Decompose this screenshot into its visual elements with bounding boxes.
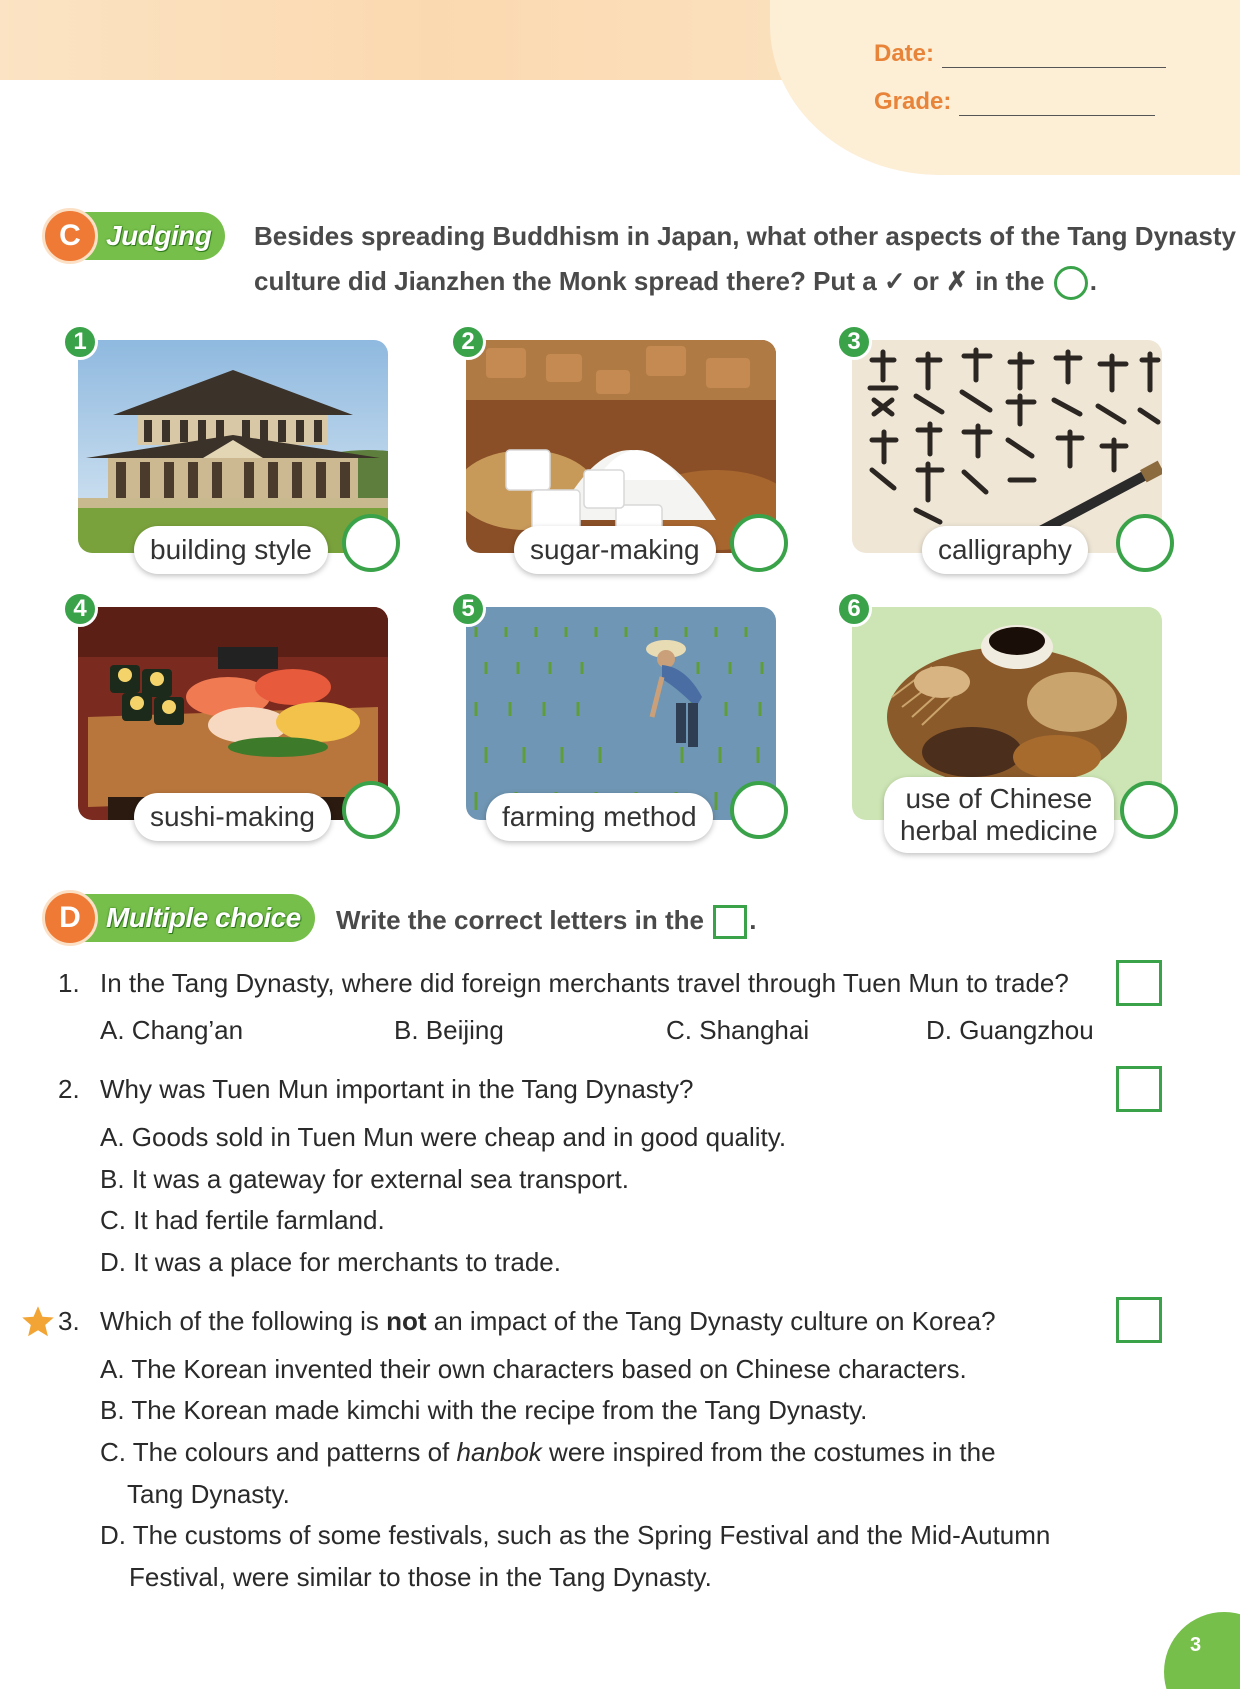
section-c-instruction xyxy=(254,214,1236,304)
section-d-tag: Multiple choice xyxy=(80,894,315,942)
section-d-instruction-text: Write the correct letters in the xyxy=(336,905,704,935)
card-number: 5 xyxy=(450,591,486,627)
question-text-bold: not xyxy=(386,1306,427,1336)
card-label: sushi-making xyxy=(134,793,331,841)
answer-circle-1[interactable] xyxy=(342,514,400,572)
answer-box-2[interactable] xyxy=(1116,1066,1162,1112)
option-c[interactable]: C. It had fertile farmland. xyxy=(100,1205,385,1235)
header-band xyxy=(0,0,790,80)
card-number: 2 xyxy=(450,324,486,360)
option-a[interactable]: A. Chang’an xyxy=(100,1015,244,1045)
question-1 xyxy=(58,966,1069,1000)
option-d[interactable]: D. It was a place for merchants to trade. xyxy=(100,1247,561,1277)
answer-circle-5[interactable] xyxy=(730,781,788,839)
grade-label: Grade: xyxy=(874,88,952,115)
section-c-tag: Judging xyxy=(80,212,225,260)
card-number: 1 xyxy=(62,324,98,360)
question-number: 1. xyxy=(58,968,80,998)
page-number-badge xyxy=(1164,1612,1240,1689)
option-c-italic: hanbok xyxy=(456,1437,542,1467)
option-a[interactable]: A. The Korean invented their own characters based on Chinese characters. xyxy=(100,1354,967,1384)
option-d[interactable]: D. Guangzhou xyxy=(926,1015,1094,1045)
answer-circle-4[interactable] xyxy=(342,781,400,839)
question-number: 3. xyxy=(58,1306,80,1336)
section-d-instruction xyxy=(336,898,756,943)
card-label: calligraphy xyxy=(922,526,1088,574)
instruction-line-1: Besides spreading Buddhism in Japan, what other aspects of the Tang Dynasty xyxy=(254,221,1236,251)
option-a[interactable]: A. Goods sold in Tuen Mun were cheap and in good quality. xyxy=(100,1122,787,1152)
answer-circle-icon xyxy=(1054,266,1088,300)
judging-card-5 xyxy=(461,595,776,832)
instruction-line-2-text: culture did Jianzhen the Monk spread there? Put a ✓ or ✗ in the xyxy=(254,266,1045,296)
answer-circle-3[interactable] xyxy=(1116,514,1174,572)
temple-image xyxy=(78,340,388,553)
date-field[interactable] xyxy=(942,44,1166,68)
star-icon xyxy=(20,1304,56,1340)
section-d-letter: D xyxy=(42,890,98,946)
answer-box-1[interactable] xyxy=(1116,960,1162,1006)
answer-circle-2[interactable] xyxy=(730,514,788,572)
option-c-continued: Tang Dynasty. xyxy=(127,1479,290,1509)
card-label: farming method xyxy=(486,793,713,841)
section-d-header xyxy=(42,890,315,946)
card-number: 3 xyxy=(836,324,872,360)
question-text: Why was Tuen Mun important in the Tang Dynasty? xyxy=(100,1074,694,1104)
section-c-header xyxy=(42,208,225,264)
option-b[interactable]: B. Beijing xyxy=(394,1015,504,1045)
date-row xyxy=(874,40,1166,68)
grade-field[interactable] xyxy=(959,92,1155,116)
answer-box-3[interactable] xyxy=(1116,1297,1162,1343)
option-c[interactable] xyxy=(100,1435,996,1469)
answer-circle-6[interactable] xyxy=(1120,781,1178,839)
card-label: sugar-making xyxy=(514,526,716,574)
date-label: Date: xyxy=(874,40,935,67)
option-b[interactable]: B. The Korean made kimchi with the recipe from the Tang Dynasty. xyxy=(100,1395,868,1425)
card-label-line-2: herbal medicine xyxy=(900,815,1098,846)
option-c-text: C. The colours and patterns of xyxy=(100,1437,457,1467)
option-d-continued: Festival, were similar to those in the Tang Dynasty. xyxy=(129,1562,712,1592)
option-c-text-after: were inspired from the costumes in the xyxy=(541,1437,996,1467)
judging-card-3 xyxy=(847,328,1162,565)
calligraphy-image xyxy=(852,340,1162,553)
question-text-after: an impact of the Tang Dynasty culture on Korea? xyxy=(426,1306,996,1336)
option-b[interactable]: B. It was a gateway for external sea transport. xyxy=(100,1164,629,1194)
card-number: 6 xyxy=(836,591,872,627)
grade-row xyxy=(874,88,1155,116)
sugar-image xyxy=(466,340,776,553)
question-2 xyxy=(58,1072,693,1106)
instruction-end: . xyxy=(749,905,757,935)
card-label xyxy=(884,777,1114,853)
card-number: 4 xyxy=(62,591,98,627)
judging-card-6 xyxy=(847,595,1162,846)
sushi-image xyxy=(78,607,388,820)
question-text-before: Which of the following is xyxy=(100,1306,387,1336)
question-number: 2. xyxy=(58,1074,80,1104)
instruction-line-2 xyxy=(254,259,1236,304)
judging-card-4 xyxy=(73,595,388,832)
page-number: 3 xyxy=(1190,1634,1202,1656)
question-text: In the Tang Dynasty, where did foreign merchants travel through Tuen Mun to trade? xyxy=(100,968,1069,998)
rice-field-image xyxy=(466,607,776,820)
judging-card-2 xyxy=(461,328,776,565)
section-c-letter: C xyxy=(42,208,98,264)
card-label-line-1: use of Chinese xyxy=(905,783,1093,814)
judging-card-1 xyxy=(73,328,388,565)
question-3 xyxy=(58,1304,996,1338)
card-label: building style xyxy=(134,526,328,574)
answer-box-icon xyxy=(713,905,747,939)
option-d[interactable]: D. The customs of some festivals, such as the Spring Festival and the Mid-Autumn xyxy=(100,1520,1051,1550)
option-c[interactable]: C. Shanghai xyxy=(666,1015,810,1045)
instruction-end: . xyxy=(1089,266,1097,296)
